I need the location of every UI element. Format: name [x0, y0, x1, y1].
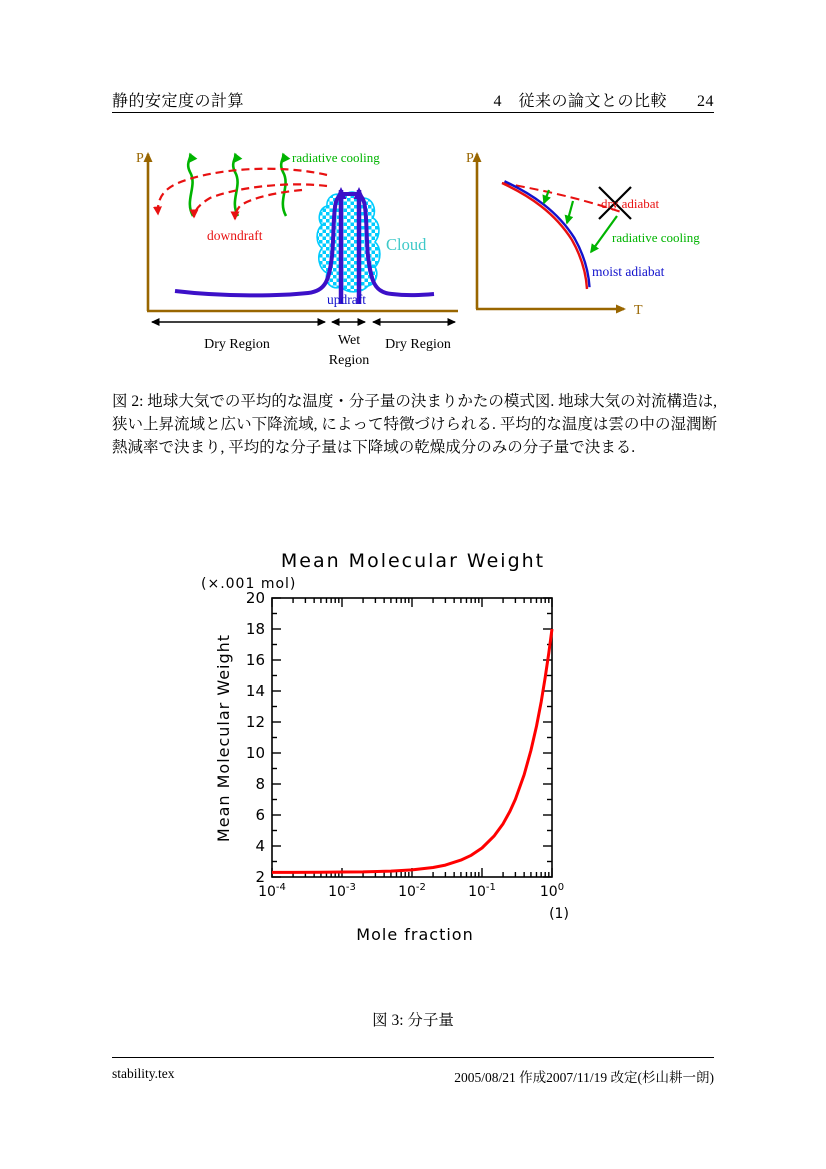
dry-region-right-label: Dry Region — [385, 337, 451, 352]
radiative-cooling-label: radiative cooling — [612, 230, 700, 245]
header-rule — [112, 112, 714, 113]
y-tick-label: 10 — [245, 744, 265, 762]
y-tick-label: 4 — [255, 837, 265, 855]
p-axis-label: P — [466, 151, 474, 166]
x-tick-label: $10^0$ — [539, 882, 565, 900]
plot-border — [272, 598, 552, 877]
molecular-weight-curve — [272, 629, 552, 872]
moist-adiabat-label: moist adiabat — [592, 264, 665, 279]
y-tick-label: 2 — [255, 868, 265, 886]
footer-filename: stability.tex — [112, 1066, 175, 1081]
header-section-title: 4 従来の論文との比較 — [493, 93, 667, 110]
downdraft-path — [235, 190, 302, 219]
y-tick-label: 18 — [245, 620, 265, 638]
figure3-ticks — [246, 589, 564, 900]
page-number: 24 — [697, 93, 714, 110]
downdraft-arrows — [158, 169, 327, 219]
wet-region-label: Wet — [337, 333, 361, 348]
y-unit-label: (×.001 mol) — [201, 576, 297, 592]
chart-title: Mean Molecular Weight — [280, 550, 546, 572]
y-tick-label: 8 — [255, 775, 265, 793]
p-axis-label: P — [136, 151, 144, 166]
footer-dates: 2005/08/21 作成2007/11/19 改定(杉山耕一朗) — [454, 1070, 714, 1085]
x-axis-label: Mole fraction — [356, 925, 474, 944]
downdraft-path — [158, 169, 327, 214]
figure3-plot — [195, 540, 595, 952]
y-tick-label: 12 — [245, 713, 265, 731]
up-wavy-arrow — [188, 154, 193, 216]
up-wavy-arrow — [233, 154, 238, 216]
dry-adiabat-label: dry adiabat — [601, 196, 660, 211]
updraft-label: updraft — [327, 292, 366, 307]
x-tick-label: $10^{-4}$ — [258, 882, 286, 900]
y-tick-label: 16 — [245, 651, 265, 669]
header-right — [493, 88, 714, 111]
dry-region-left-label: Dry Region — [204, 337, 270, 352]
figure2-caption: 図 2: 地球大気での平均的な温度・分子量の決まりかたの模式図. 地球大気の対流構造は, 狭い上昇流域と広い下降流域, によって特徴づけられる. 平均的な温度は雲の中の湿潤断熱減率で決まり, 平均的な分子量は下降域の乾燥成分のみの分子量で決まる. — [112, 393, 717, 456]
cooling-arrow — [567, 201, 573, 223]
y-axis-label: Mean Molecular Weight — [214, 633, 233, 843]
x-tick-label: $10^{-1}$ — [468, 882, 496, 900]
y-tick-label: 6 — [255, 806, 265, 824]
wet-region-label-2: Region — [328, 353, 370, 368]
fig2-right-diagram — [466, 151, 700, 318]
figure3-caption: 図 3: 分子量 — [372, 1012, 454, 1029]
y-tick-label: 20 — [245, 589, 265, 607]
x-tick-label: $10^{-2}$ — [398, 882, 426, 900]
y-tick-label: 14 — [245, 682, 265, 700]
cloud-label: Cloud — [386, 235, 427, 254]
x-tick-label: $10^{-3}$ — [328, 882, 356, 900]
figure2-schematic — [130, 128, 724, 380]
footer-rule — [112, 1057, 714, 1058]
t-axis-label: T — [634, 303, 643, 318]
downdraft-path — [194, 184, 327, 217]
header-left-title: 静的安定度の計算 — [112, 93, 245, 110]
downdraft-label: downdraft — [207, 228, 263, 243]
fig2-left-diagram — [136, 150, 458, 368]
x-unit-label: (1) — [549, 906, 569, 922]
radiative-cooling-label: radiative cooling — [292, 150, 380, 165]
